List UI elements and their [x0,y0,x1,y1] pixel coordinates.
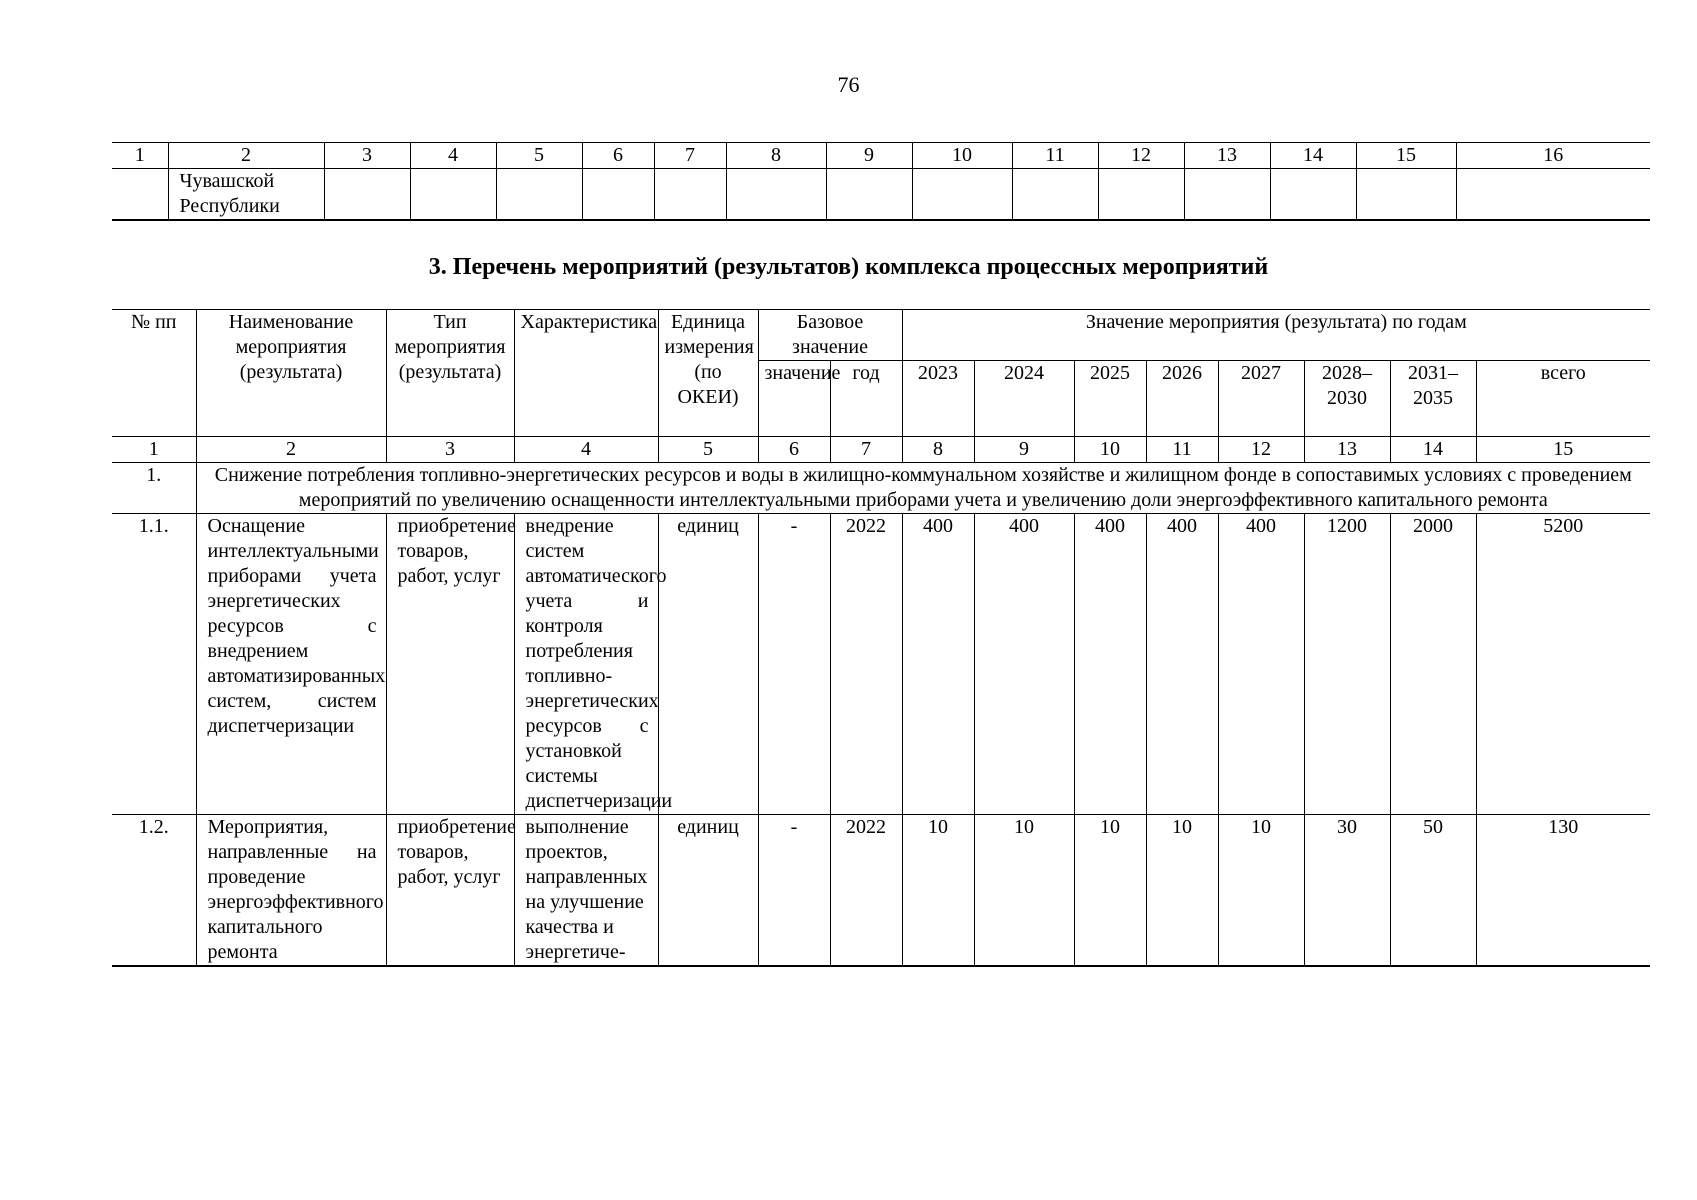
table-cell [726,169,826,221]
header-cell: 6 [582,143,654,169]
header-cell: 3 [324,143,410,169]
row-name: Мероприятия, направленные на проведение энергоэффективного капитального ремонта [196,815,386,967]
table-cell [168,169,324,221]
table-cell [496,169,582,221]
row-value: 10 [1074,815,1146,967]
page-number: 76 [837,72,860,97]
column-number: 15 [1476,437,1650,463]
row-unit: единиц [658,514,758,815]
row-value: 10 [1218,815,1304,967]
column-number: 2 [196,437,386,463]
row-value: 1200 [1304,514,1390,815]
header-base: Базовое значение [758,310,902,361]
row-num: 1.2. [112,815,196,967]
row-base-year: 2022 [830,815,902,967]
header-year: 2031–2035 [1390,361,1476,437]
row-total: 5200 [1476,514,1650,815]
column-number: 8 [902,437,974,463]
header-type: Тип мероприятия (результата) [386,310,514,437]
column-number: 13 [1304,437,1390,463]
table-cell [1184,169,1270,221]
section-title: 3. Перечень мероприятий (результатов) комплекса процессных мероприятий [428,254,1269,280]
group-num: 1. [112,463,196,514]
header-year: 2026 [1146,361,1218,437]
row-value: 2000 [1390,514,1476,815]
row-base-value: - [758,514,830,815]
column-number: 3 [386,437,514,463]
header-name: Наименование мероприятия (результата) [196,310,386,437]
header-year: 2028–2030 [1304,361,1390,437]
header-cell: 2 [168,143,324,169]
row-value: 10 [1146,815,1218,967]
header-cell: 10 [912,143,1012,169]
table-cell [1356,169,1456,221]
header-total: всего [1476,361,1650,437]
table-cell [1456,169,1650,221]
column-number: 9 [974,437,1074,463]
row-base-value: - [758,815,830,967]
row-value: 30 [1304,815,1390,967]
header-num: № пп [112,310,196,437]
table-cell [826,169,912,221]
row-type: приобретение товаров, работ, услуг [386,815,514,967]
header-cell: 4 [410,143,496,169]
row-value: 400 [1074,514,1146,815]
cell-text: Республики [179,195,280,217]
header-base-value: значение [758,361,830,437]
header-base-year: год [830,361,902,437]
continuation-row [112,169,1650,221]
table-cell [912,169,1012,221]
table-cell [324,169,410,221]
table-cell [1012,169,1098,221]
row-num: 1.1. [112,514,196,815]
column-number: 12 [1218,437,1304,463]
table-row [112,514,1650,815]
header-cell: 8 [726,143,826,169]
header-values-by-year: Значение мероприятия (результата) по годам [902,310,1650,361]
row-name: Оснащение интеллектуальными приборами учета энергетических ресурсов с внедрением автоматизированных систем, систем диспетчеризации [196,514,386,815]
header-cell: 1 [112,143,168,169]
header-cell: 11 [1012,143,1098,169]
row-value: 50 [1390,815,1476,967]
row-total: 130 [1476,815,1650,967]
header-year: 2024 [974,361,1074,437]
header-cell: 5 [496,143,582,169]
measures-table [112,309,1650,967]
column-number: 11 [1146,437,1218,463]
header-cell: 14 [1270,143,1356,169]
continuation-table [112,142,1650,221]
row-value: 400 [1146,514,1218,815]
row-type: приобретение товаров, работ, услуг [386,514,514,815]
table-cell [654,169,726,221]
column-numbers-row [112,437,1650,463]
row-value: 10 [902,815,974,967]
row-base-year: 2022 [830,514,902,815]
header-year: 2023 [902,361,974,437]
row-value: 400 [902,514,974,815]
column-number: 6 [758,437,830,463]
header-cell: 15 [1356,143,1456,169]
header-cell: 16 [1456,143,1650,169]
column-number: 1 [112,437,196,463]
header-cell: 7 [654,143,726,169]
row-value: 400 [974,514,1074,815]
row-unit: единиц [658,815,758,967]
table-cell [1098,169,1184,221]
header-unit: Единица измерения (по ОКЕИ) [658,310,758,437]
header-cell: 12 [1098,143,1184,169]
table-cell [112,169,168,221]
continuation-header-row [112,143,1650,169]
group-title: Снижение потребления топливно-энергетических ресурсов и воды в жилищно-коммунальном хозяйстве и жилищном фонде в сопоставимых условиях с проведением мероприятий по увеличению оснащенности интеллектуальными приборами учета и увеличению доли энергоэффективного капитального ремонта [196,463,1650,514]
cell-text: Чувашской [179,170,275,192]
table-cell [582,169,654,221]
header-year: 2025 [1074,361,1146,437]
header-cell: 9 [826,143,912,169]
header-cell: 13 [1184,143,1270,169]
table-row [112,815,1650,967]
column-number: 5 [658,437,758,463]
row-value: 10 [974,815,1074,967]
column-number: 10 [1074,437,1146,463]
header-row [112,310,1650,361]
header-year: 2027 [1218,361,1304,437]
column-number: 4 [514,437,658,463]
row-characteristic: внедрение систем автоматического учета и контроля потребления топливно-энергетических ресурсов с установкой системы диспетчеризации [514,514,658,815]
header-characteristic: Характеристика [514,310,658,437]
group-row [112,463,1650,514]
column-number: 7 [830,437,902,463]
row-characteristic: выполнение проектов, направленных на улучшение качества и энергетиче- [514,815,658,967]
table-cell [1270,169,1356,221]
column-number: 14 [1390,437,1476,463]
row-value: 400 [1218,514,1304,815]
table-cell [410,169,496,221]
